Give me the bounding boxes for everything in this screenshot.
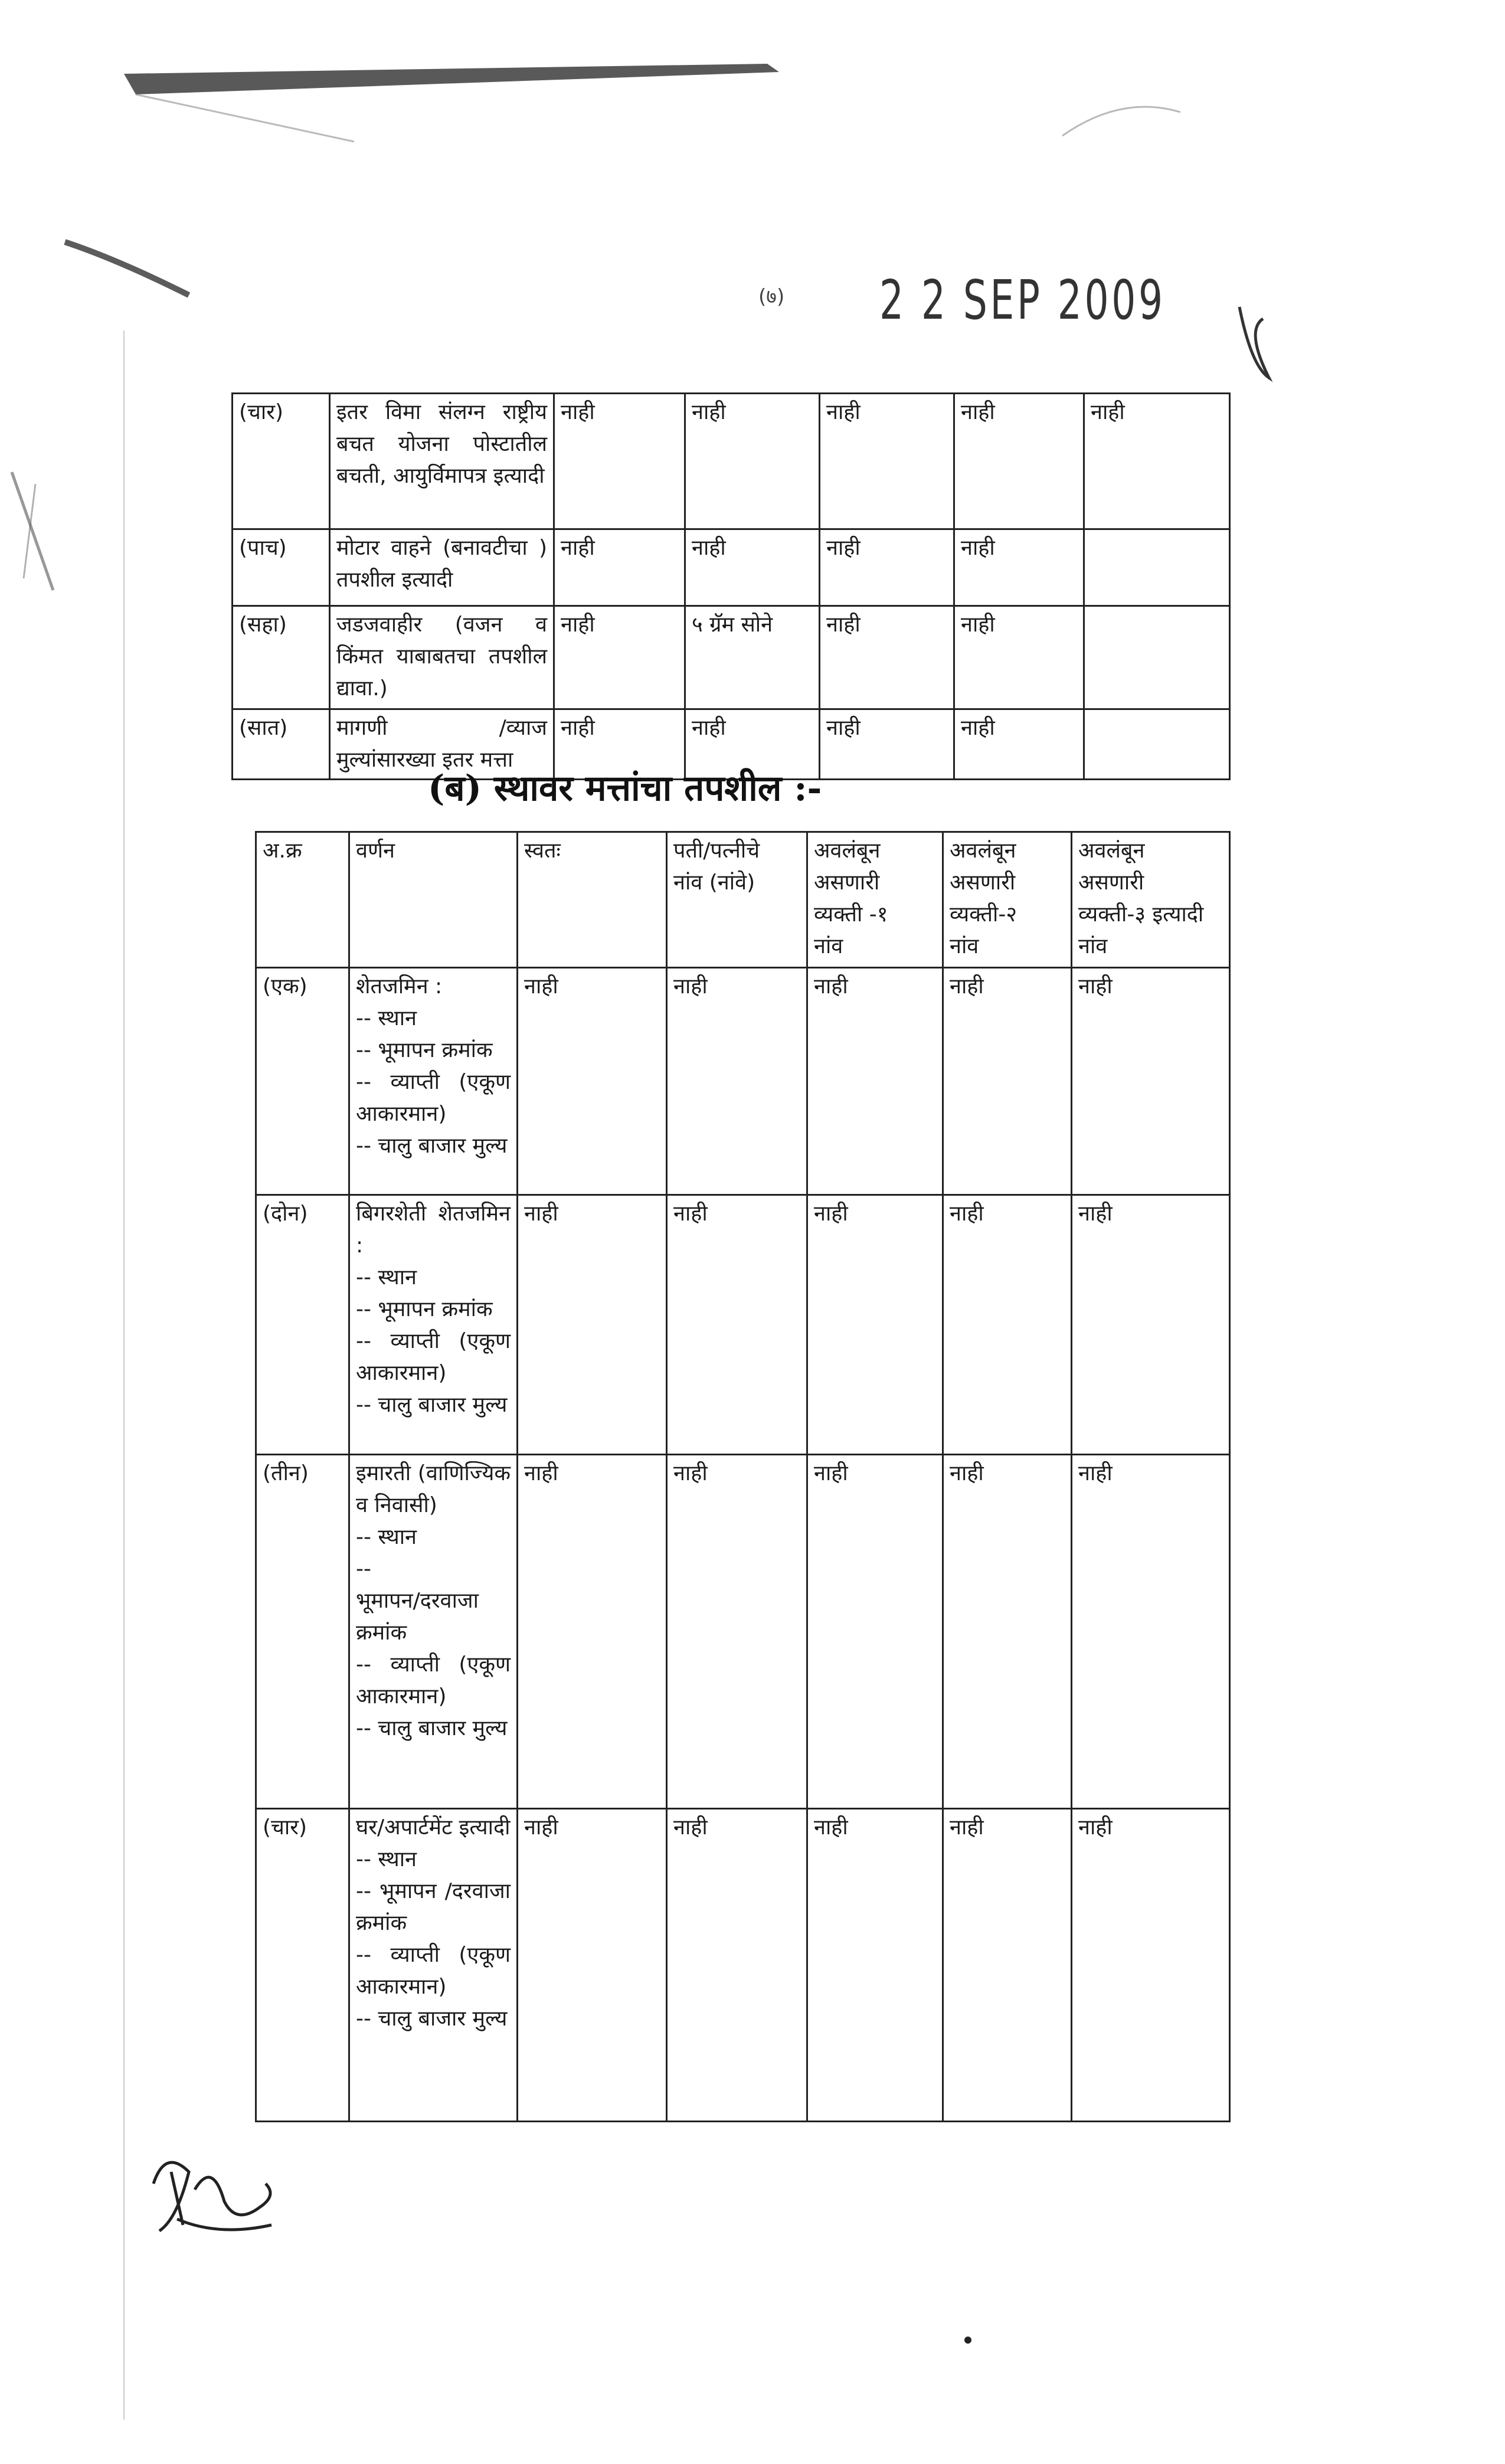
table-row xyxy=(233,394,1230,529)
row-description: शेतजमिन : -- स्थान -- भूमापन क्रमांक -- व्याप्ती (एकूण आकारमान) -- चालु बाजार मुल्य xyxy=(349,968,518,1195)
row-description: मागणी /व्याज मुल्यांसारख्या इतर मत्ता xyxy=(330,709,554,780)
row-value: नाही xyxy=(667,1809,807,2122)
row-value: नाही xyxy=(518,968,667,1195)
table-row xyxy=(233,529,1230,606)
row-value: नाही xyxy=(667,1195,807,1455)
row-serial: (सहा) xyxy=(233,606,330,709)
row-value: नाही xyxy=(820,606,954,709)
row-value: नाही xyxy=(954,606,1084,709)
row-value: नाही xyxy=(954,394,1084,529)
date-stamp: 2 2 SEP 2009 xyxy=(879,269,1166,332)
row-value: नाही xyxy=(1072,1195,1230,1455)
row-serial: (चार) xyxy=(256,1809,349,2122)
row-value xyxy=(1084,529,1230,606)
row-serial: (सात) xyxy=(233,709,330,780)
header-dependent-2: अवलंबून असणारी व्यक्ती-२ नांव xyxy=(943,832,1072,968)
row-description: इमारती (वाणिज्यिक व निवासी) -- स्थान -- भूमापन/दरवाजा क्रमांक -- व्याप्ती (एकूण आकारमान) -- चालु बाजार मुल्य xyxy=(349,1455,518,1809)
page-number: (७) xyxy=(758,285,785,309)
row-value: नाही xyxy=(807,1195,943,1455)
table-row xyxy=(256,1195,1230,1455)
row-value: नाही xyxy=(1072,968,1230,1195)
section-b-heading: (ब) स्थावर मत्तांचा तपशील :- xyxy=(428,768,822,809)
header-spouse: पती/पत्नीचे नांव (नांवे) xyxy=(667,832,807,968)
row-value: नाही xyxy=(685,709,820,780)
row-value: नाही xyxy=(554,709,685,780)
row-value: नाही xyxy=(943,1455,1072,1809)
movable-assets-table xyxy=(231,392,1231,780)
row-value xyxy=(1084,709,1230,780)
header-serial: अ.क्र xyxy=(256,832,349,968)
row-serial: (एक) xyxy=(256,968,349,1195)
row-value: नाही xyxy=(1072,1809,1230,2122)
row-value: नाही xyxy=(1072,1455,1230,1809)
table-row xyxy=(256,1809,1230,2122)
row-serial: (चार) xyxy=(233,394,330,529)
row-serial: (दोन) xyxy=(256,1195,349,1455)
row-value: नाही xyxy=(820,709,954,780)
row-value: नाही xyxy=(807,1809,943,2122)
row-value: नाही xyxy=(943,1195,1072,1455)
row-value: नाही xyxy=(685,394,820,529)
row-description: बिगरशेती शेतजमिन : -- स्थान -- भूमापन क्रमांक -- व्याप्ती (एकूण आकारमान) -- चालु बाजार मुल्य xyxy=(349,1195,518,1455)
row-description: मोटार वाहने (बनावटीचा ) तपशील इत्यादी xyxy=(330,529,554,606)
row-value xyxy=(1084,606,1230,709)
row-value: नाही xyxy=(807,1455,943,1809)
row-value: नाही xyxy=(820,394,954,529)
row-value: नाही xyxy=(554,394,685,529)
header-description: वर्णन xyxy=(349,832,518,968)
row-value: नाही xyxy=(943,968,1072,1195)
row-value: नाही xyxy=(518,1195,667,1455)
row-value: नाही xyxy=(1084,394,1230,529)
row-value: नाही xyxy=(554,606,685,709)
table-row xyxy=(233,606,1230,709)
row-value: नाही xyxy=(943,1809,1072,2122)
row-value: नाही xyxy=(518,1455,667,1809)
row-value: नाही xyxy=(685,529,820,606)
signature xyxy=(142,2136,295,2254)
row-value: नाही xyxy=(954,709,1084,780)
row-serial: (तीन) xyxy=(256,1455,349,1809)
row-value: नाही xyxy=(807,968,943,1195)
row-value: नाही xyxy=(667,968,807,1195)
table-row xyxy=(256,1455,1230,1809)
header-dependent-1: अवलंबून असणारी व्यक्ती -१ नांव xyxy=(807,832,943,968)
row-value: ५ ग्रॅम सोने xyxy=(685,606,820,709)
row-description: घर/अपार्टमेंट इत्यादी -- स्थान -- भूमापन /दरवाजा क्रमांक -- व्याप्ती (एकूण आकारमान) -- चालु बाजार मुल्य xyxy=(349,1809,518,2122)
row-value: नाही xyxy=(518,1809,667,2122)
row-value: नाही xyxy=(667,1455,807,1809)
row-value: नाही xyxy=(820,529,954,606)
immovable-assets-table xyxy=(255,831,1231,2122)
row-description: जडजवाहीर (वजन व किंमत याबाबतचा तपशील द्यावा.) xyxy=(330,606,554,709)
table-row xyxy=(256,968,1230,1195)
table-header-row xyxy=(256,832,1230,968)
row-serial: (पाच) xyxy=(233,529,330,606)
header-self: स्वतः xyxy=(518,832,667,968)
row-value: नाही xyxy=(954,529,1084,606)
row-value: नाही xyxy=(554,529,685,606)
header-dependent-3: अवलंबून असणारी व्यक्ती-३ इत्यादी नांव xyxy=(1072,832,1230,968)
row-description: इतर विमा संलग्न राष्ट्रीय बचत योजना पोस्टातील बचती, आयुर्विमापत्र इत्यादी xyxy=(330,394,554,529)
